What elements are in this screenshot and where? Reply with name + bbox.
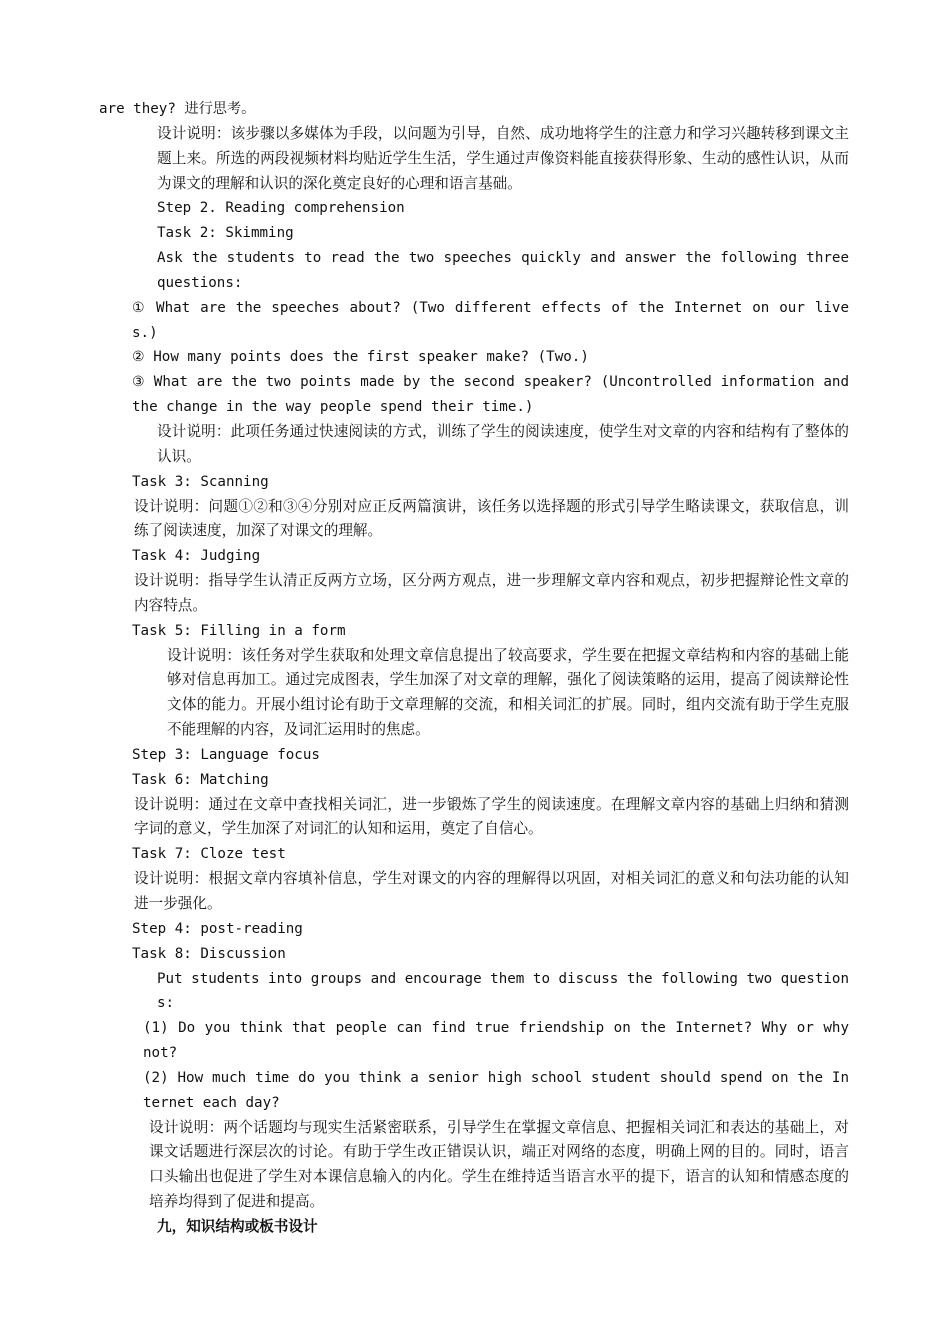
design-note: 设计说明：根据文章内容填补信息，学生对课文的内容的理解得以巩固，对相关词汇的意义和句法功能的认知进一步强化。 [134, 870, 849, 912]
section-heading: 九，知识结构或板书设计 [157, 1217, 318, 1235]
design-note: 设计说明：此项任务通过快速阅读的方式，训练了学生的阅读速度，使学生对文章的内容和结构有了整体的认识。 [157, 422, 849, 465]
design-note: 设计说明：通过在文章中查找相关词汇，进一步锻炼了学生的阅读速度。在理解文章内容的基础上归纳和猜测字词的意义，学生加深了对词汇的认知和运用，奠定了自信心。 [134, 795, 849, 838]
question-item: ② How many points does the first speaker make? (Two.) [132, 349, 589, 366]
task-heading: Task 5: Filling in a form [132, 622, 346, 639]
design-note: 设计说明：问题①②和③④分别对应正反两篇演讲，该任务以选择题的形式引导学生略读课文，获取信息，训练了阅读速度，加深了对课文的理解。 [134, 497, 849, 540]
task-heading: Task 6: Matching [132, 771, 269, 788]
design-note: 设计说明：该步骤以多媒体为手段，以问题为引导，自然、成功地将学生的注意力和学习兴趣转移到课文主题上来。所选的两段视频材料均贴近学生生活，学生通过声像资料能直接获得形象、生动的感性认识，从而为课文的理解和认识的深化奠定良好的心理和语言基础。 [157, 124, 849, 192]
question-item: (1) Do you think that people can find true friendship on the Internet? Why or why not? [143, 1020, 849, 1062]
question-item: ③ What are the two points made by the second speaker? (Uncontrolled information and the change in the way people spend their time.) [132, 374, 849, 416]
task-heading: Task 2: Skimming [157, 225, 294, 242]
design-note: 设计说明：两个话题均与现实生活紧密联系，引导学生在掌握文章信息、把握相关词汇和表达的基础上，对课文话题进行深层次的讨论。有助于学生改正错误认识，端正对网络的态度，明确上网的目的。同时，语言口头输出也促进了学生对本课信息输入的内化。学生在维持适当语言水平的提下，语言的认知和情感态度的培养均得到了促进和提高。 [149, 1118, 849, 1211]
step-heading: Step 2. Reading comprehension [157, 200, 405, 217]
question-item: (2) How much time do you think a senior high school student should spend on the Internet each day? [143, 1069, 849, 1111]
text-line: are they? 进行思考。 [99, 101, 256, 117]
instruction: Put students into groups and encourage them to discuss the following two questions: [157, 970, 849, 1012]
task-heading: Task 4: Judging [132, 548, 261, 565]
design-note: 设计说明：指导学生认清正反两方立场，区分两方观点，进一步理解文章内容和观点，初步把握辩论性文章的内容特点。 [134, 572, 849, 614]
task-heading: Task 8: Discussion [132, 945, 286, 962]
task-heading: Task 3: Scanning [132, 473, 269, 490]
document-page [99, 97, 849, 1240]
instruction: Ask the students to read the two speeches quickly and answer the following three questions: [157, 250, 849, 291]
step-heading: Step 3: Language focus [132, 746, 320, 763]
question-item: ① What are the speeches about? (Two different effects of the Internet on our lives.) [132, 299, 849, 341]
task-heading: Task 7: Cloze test [132, 846, 286, 863]
step-heading: Step 4: post-reading [132, 920, 303, 937]
design-note: 设计说明：该任务对学生获取和处理文章信息提出了较高要求，学生要在把握文章结构和内容的基础上能够对信息再加工。通过完成图表，学生加深了对文章的理解，强化了阅读策略的运用，提高了阅读辩论性文体的能力。开展小组讨论有助于文章理解的交流，和相关词汇的扩展。同时，组内交流有助于学生克服不能理解的内容，及词汇运用时的焦虑。 [167, 646, 849, 739]
